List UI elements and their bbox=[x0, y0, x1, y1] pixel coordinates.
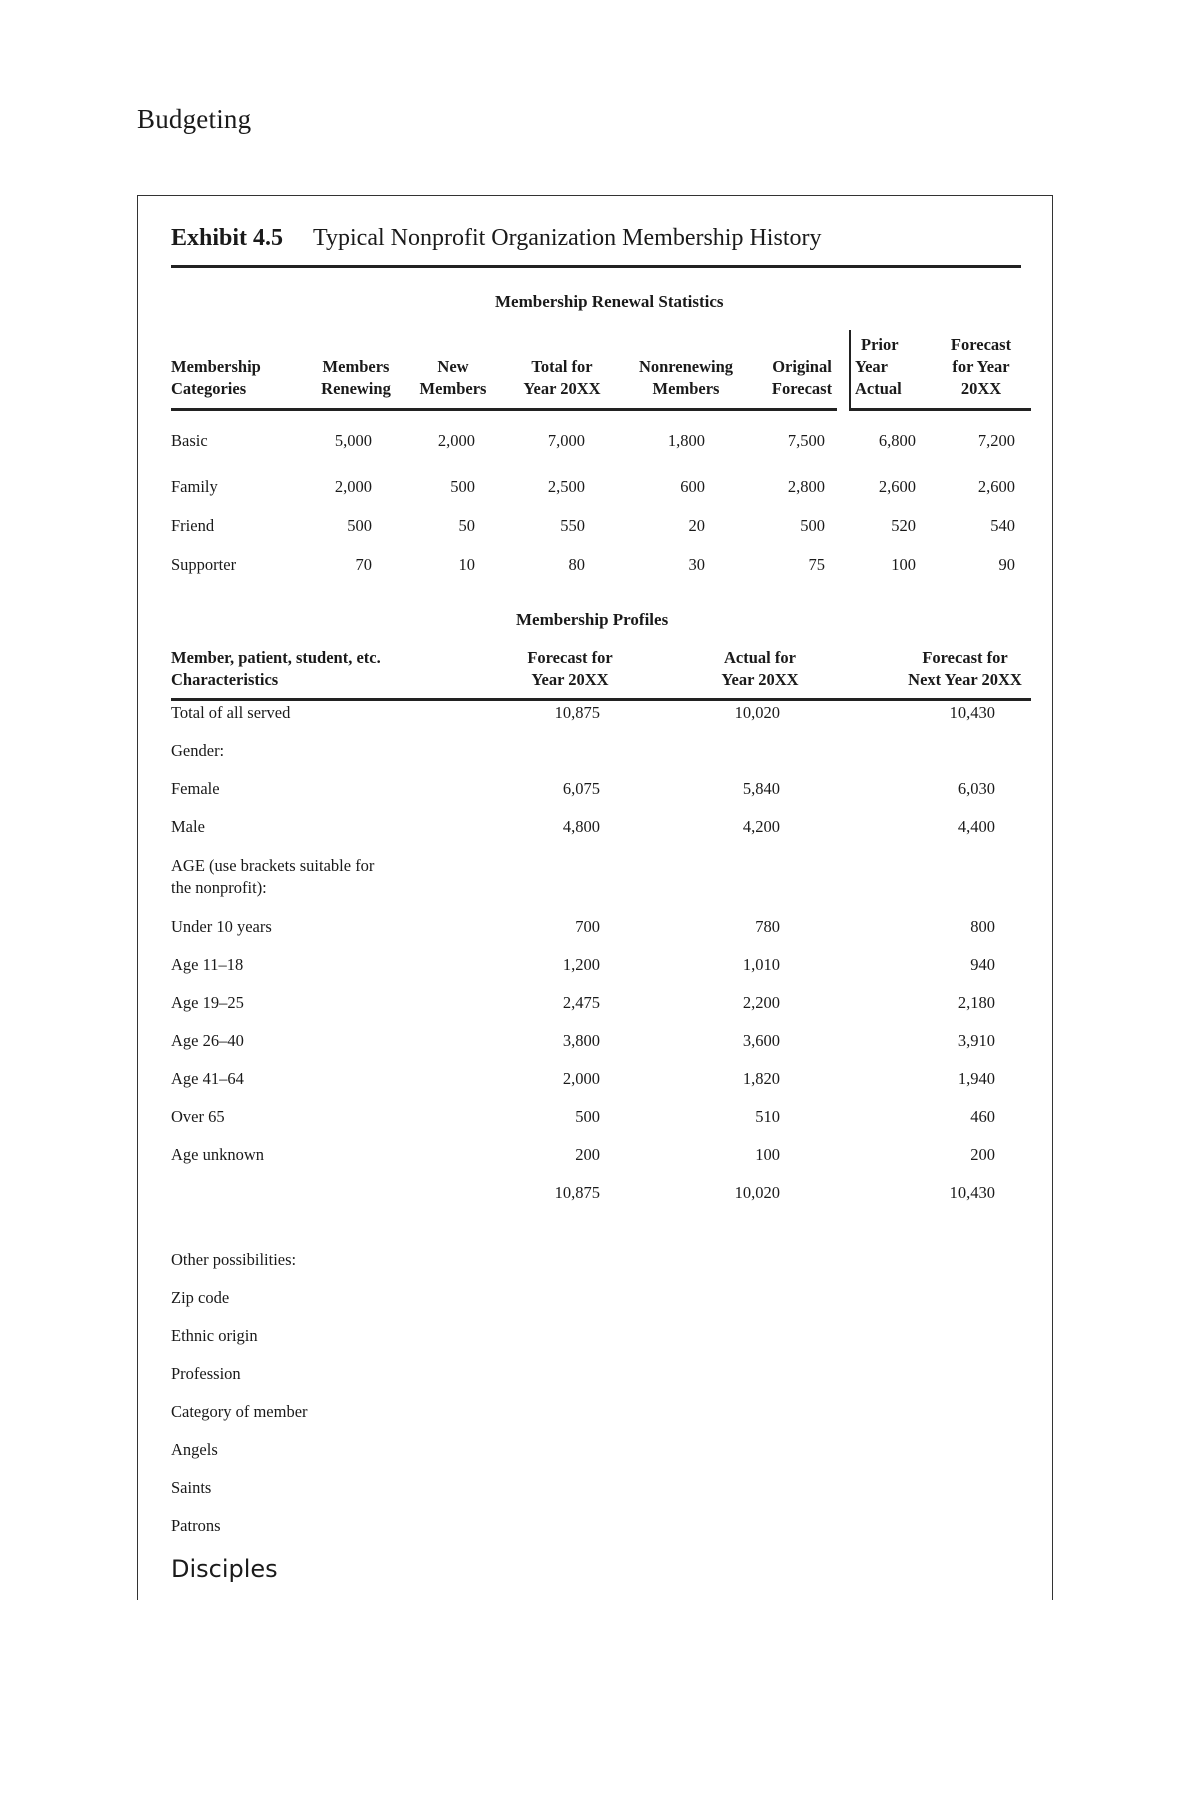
exhibit-number: Exhibit 4.5 bbox=[171, 225, 284, 251]
header-actual-year: Actual for Year 20XX bbox=[721, 648, 799, 689]
header-members-renewing: Members Renewing bbox=[321, 357, 391, 398]
prior-year-separator bbox=[849, 330, 851, 410]
title-rule bbox=[171, 265, 1021, 268]
exhibit-caption: Typical Nonprofit Organization Membership History bbox=[313, 225, 822, 251]
renewal-header-rule bbox=[171, 408, 837, 411]
list-item: Zip code bbox=[171, 1288, 230, 1307]
profiles-header-rule bbox=[171, 698, 1031, 701]
list-item: Saints bbox=[171, 1478, 212, 1497]
exhibit-frame bbox=[137, 195, 1053, 1600]
header-new-members: New Members bbox=[419, 357, 487, 398]
header-forecast-next-year: Forecast for Next Year 20XX bbox=[908, 648, 1022, 689]
other-possibilities-heading: Other possibilities: bbox=[171, 1250, 297, 1269]
exhibit-title bbox=[171, 225, 821, 252]
renewal-header-rule-right bbox=[849, 408, 1031, 411]
list-item-disciples: Disciples bbox=[171, 1555, 278, 1583]
header-total-for-year: Total for Year 20XX bbox=[523, 357, 601, 398]
profile-label-gender: Gender: bbox=[171, 741, 225, 760]
header-forecast-year: Forecast for Year 20XX bbox=[527, 648, 613, 689]
list-item: Profession bbox=[171, 1364, 241, 1383]
list-item: Ethnic origin bbox=[171, 1326, 258, 1345]
list-item: Patrons bbox=[171, 1516, 221, 1535]
header-forecast-for-year: Forecast for Year 20XX bbox=[950, 335, 1012, 398]
profiles-section-title: Membership Profiles bbox=[516, 610, 669, 629]
header-original-forecast: Original Forecast bbox=[771, 357, 833, 398]
renewal-section-title: Membership Renewal Statistics bbox=[495, 292, 724, 311]
profile-label-age-1: AGE (use brackets suitable for bbox=[171, 856, 375, 875]
profile-label-age-2: the nonprofit): bbox=[171, 878, 267, 897]
header-nonrenewing-members: Nonrenewing Members bbox=[638, 357, 734, 398]
header-membership-categories: Membership Categories bbox=[171, 357, 261, 398]
header-prior-year-actual: Prior Year Actual bbox=[855, 335, 902, 398]
list-item: Angels bbox=[171, 1440, 218, 1459]
header-characteristics: Member, patient, student, etc. Characteristics bbox=[171, 648, 381, 689]
running-head: Budgeting bbox=[137, 104, 252, 134]
list-item: Category of member bbox=[171, 1402, 308, 1421]
